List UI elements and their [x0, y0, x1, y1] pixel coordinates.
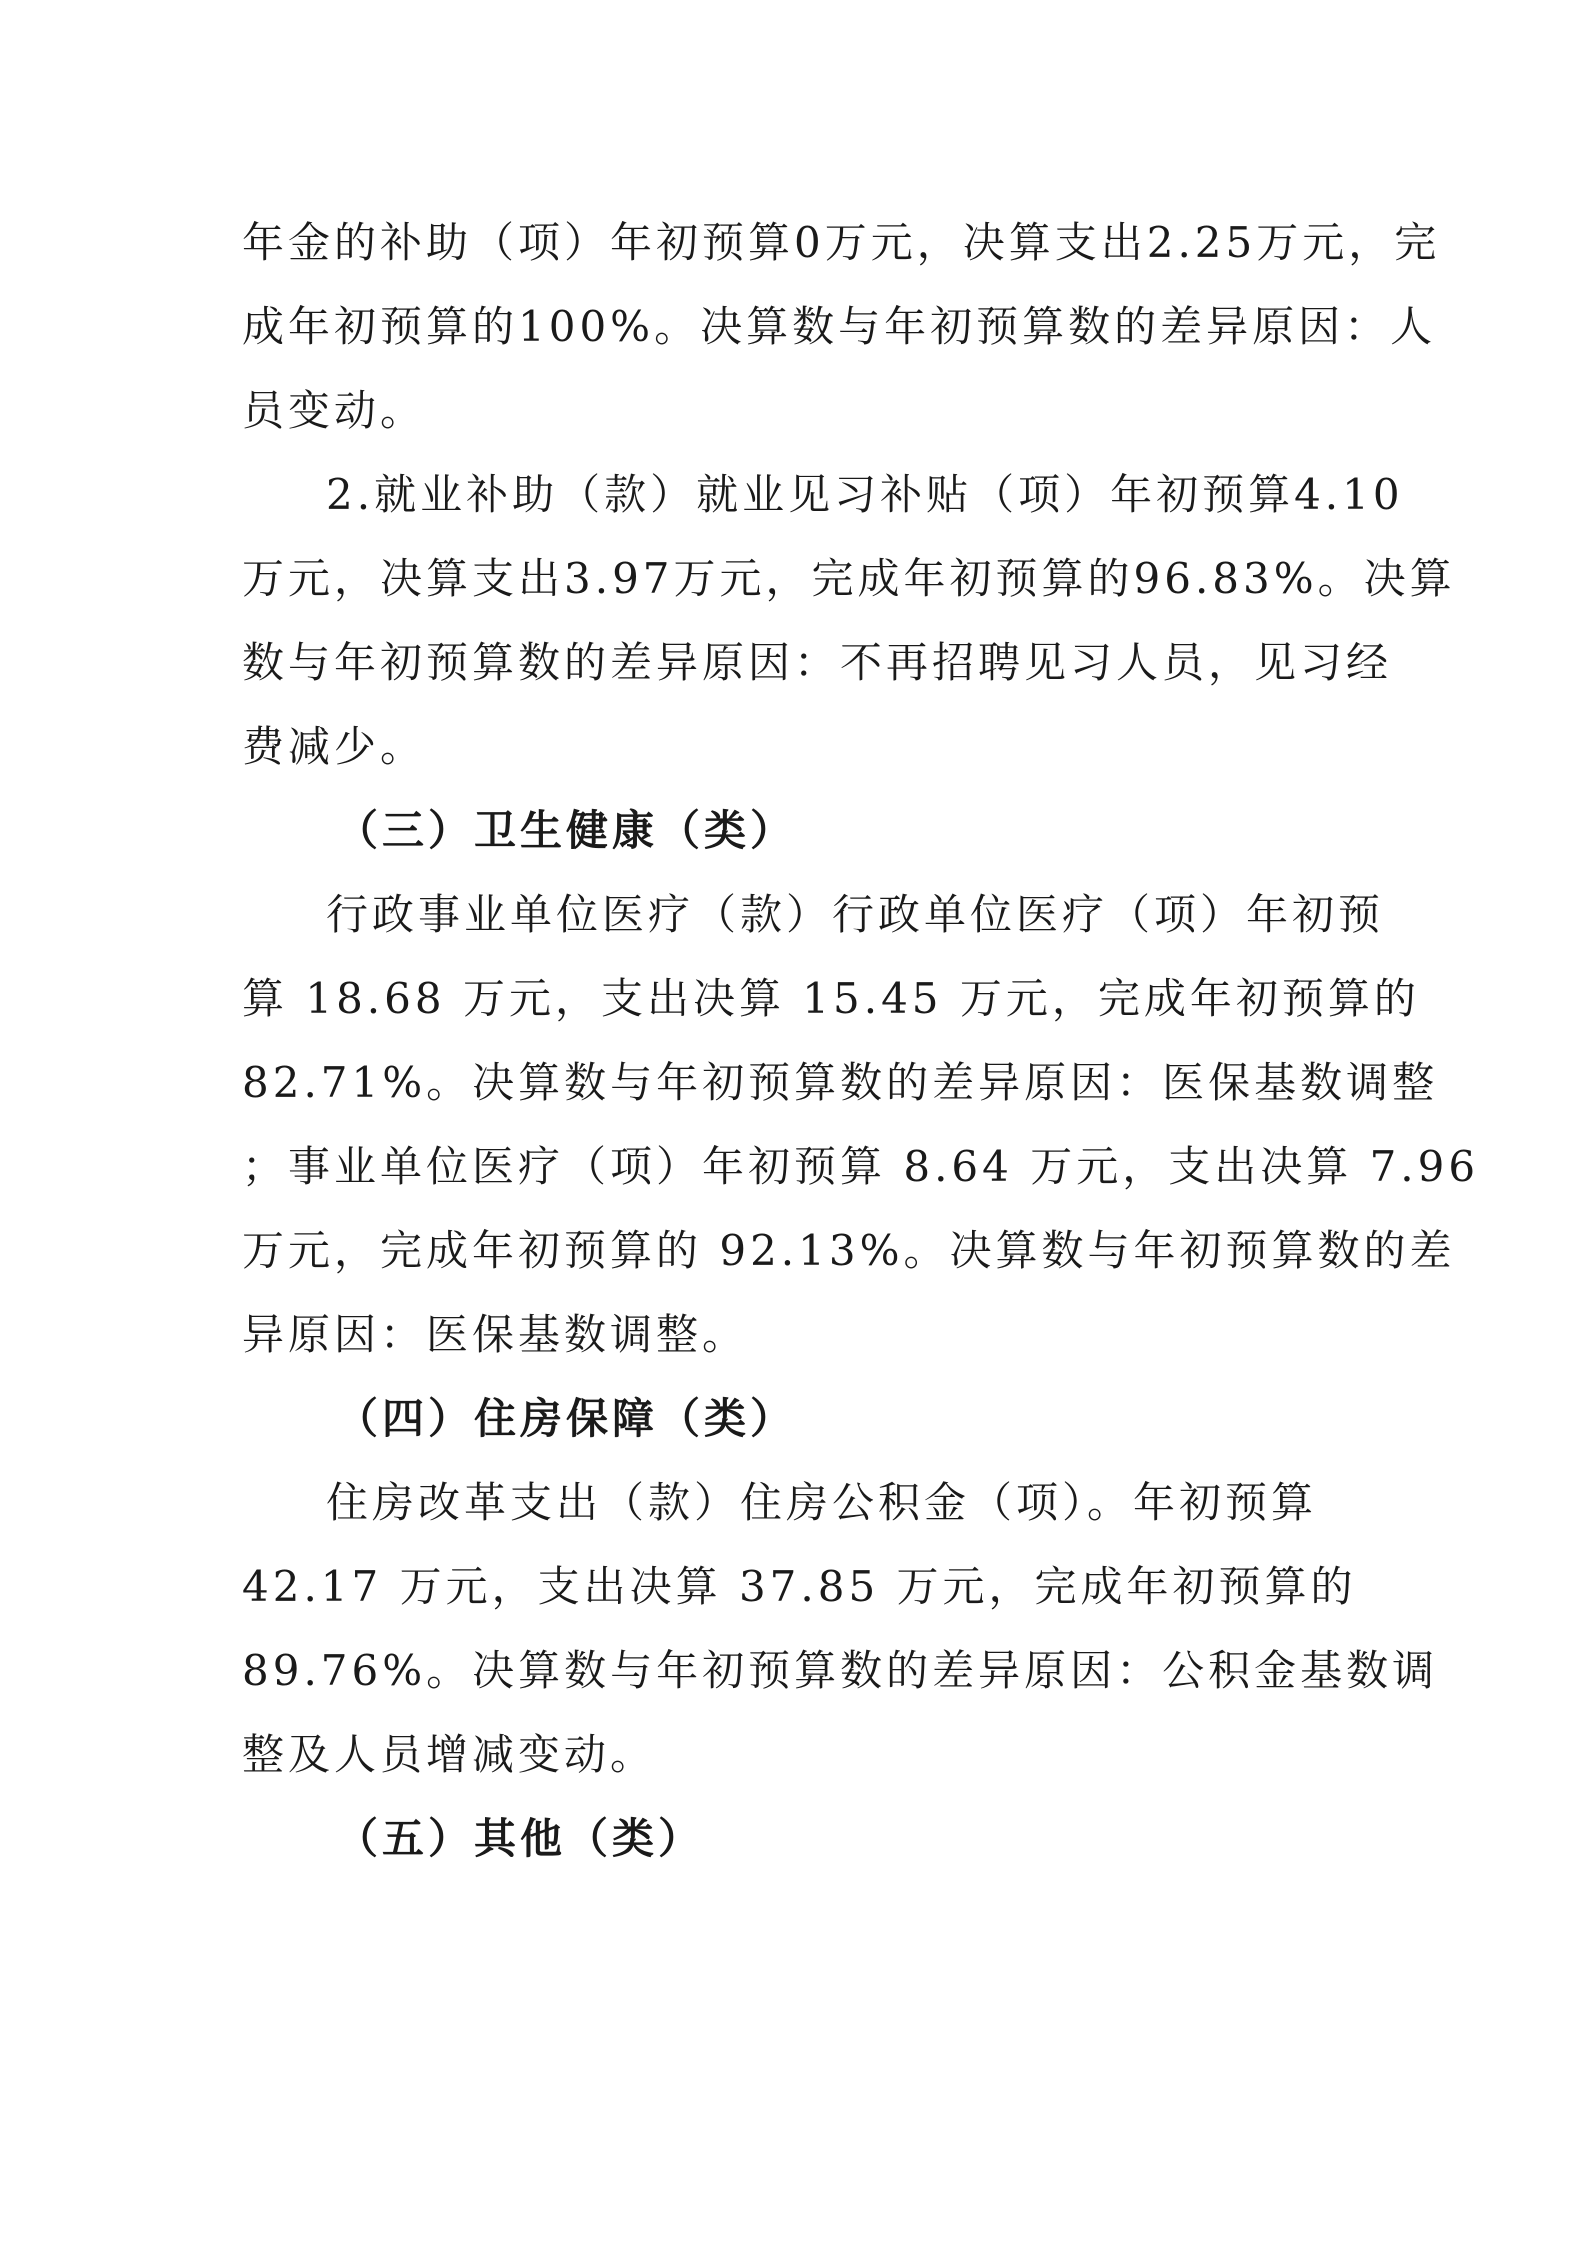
- paragraph-line: 2.就业补助（款）就业见习补贴（项）年初预算4.10: [326, 470, 1404, 519]
- section-heading: （五）其他（类）: [336, 1814, 705, 1863]
- paragraph-line: 行政事业单位医疗（款）行政单位医疗（项）年初预: [326, 890, 1385, 939]
- paragraph-line: 成年初预算的100%。决算数与年初预算数的差异原因：人: [242, 302, 1437, 351]
- paragraph-line: 数与年初预算数的差异原因：不再招聘见习人员，见习经: [242, 638, 1393, 687]
- section-heading: （三）卫生健康（类）: [336, 806, 797, 855]
- paragraph-line: 89.76%。决算数与年初预算数的差异原因：公积金基数调: [242, 1646, 1439, 1695]
- paragraph-line: 万元，决算支出3.97万元，完成年初预算的96.83%。决算: [242, 554, 1456, 603]
- section-heading: （四）住房保障（类）: [336, 1394, 797, 1443]
- paragraph-line: 住房改革支出（款）住房公积金（项）。年初预算: [326, 1478, 1318, 1527]
- paragraph-line: 万元，完成年初预算的 92.13%。决算数与年初预算数的差: [242, 1226, 1456, 1275]
- paragraph-line: ；事业单位医疗（项）年初预算 8.64 万元，支出决算 7.96: [242, 1142, 1480, 1191]
- paragraph-line: 算 18.68 万元，支出决算 15.45 万元，完成年初预算的: [242, 974, 1420, 1023]
- paragraph-line: 费减少。: [242, 722, 427, 771]
- paragraph-line: 异原因：医保基数调整。: [242, 1310, 749, 1359]
- paragraph-line: 42.17 万元，支出决算 37.85 万元，完成年初预算的: [242, 1562, 1357, 1611]
- paragraph-line: 整及人员增减变动。: [242, 1730, 657, 1779]
- paragraph-line: 年金的补助（项）年初预算0万元，决算支出2.25万元，完: [242, 218, 1441, 267]
- paragraph-line: 82.71%。决算数与年初预算数的差异原因：医保基数调整: [242, 1058, 1439, 1107]
- paragraph-line: 员变动。: [242, 386, 427, 435]
